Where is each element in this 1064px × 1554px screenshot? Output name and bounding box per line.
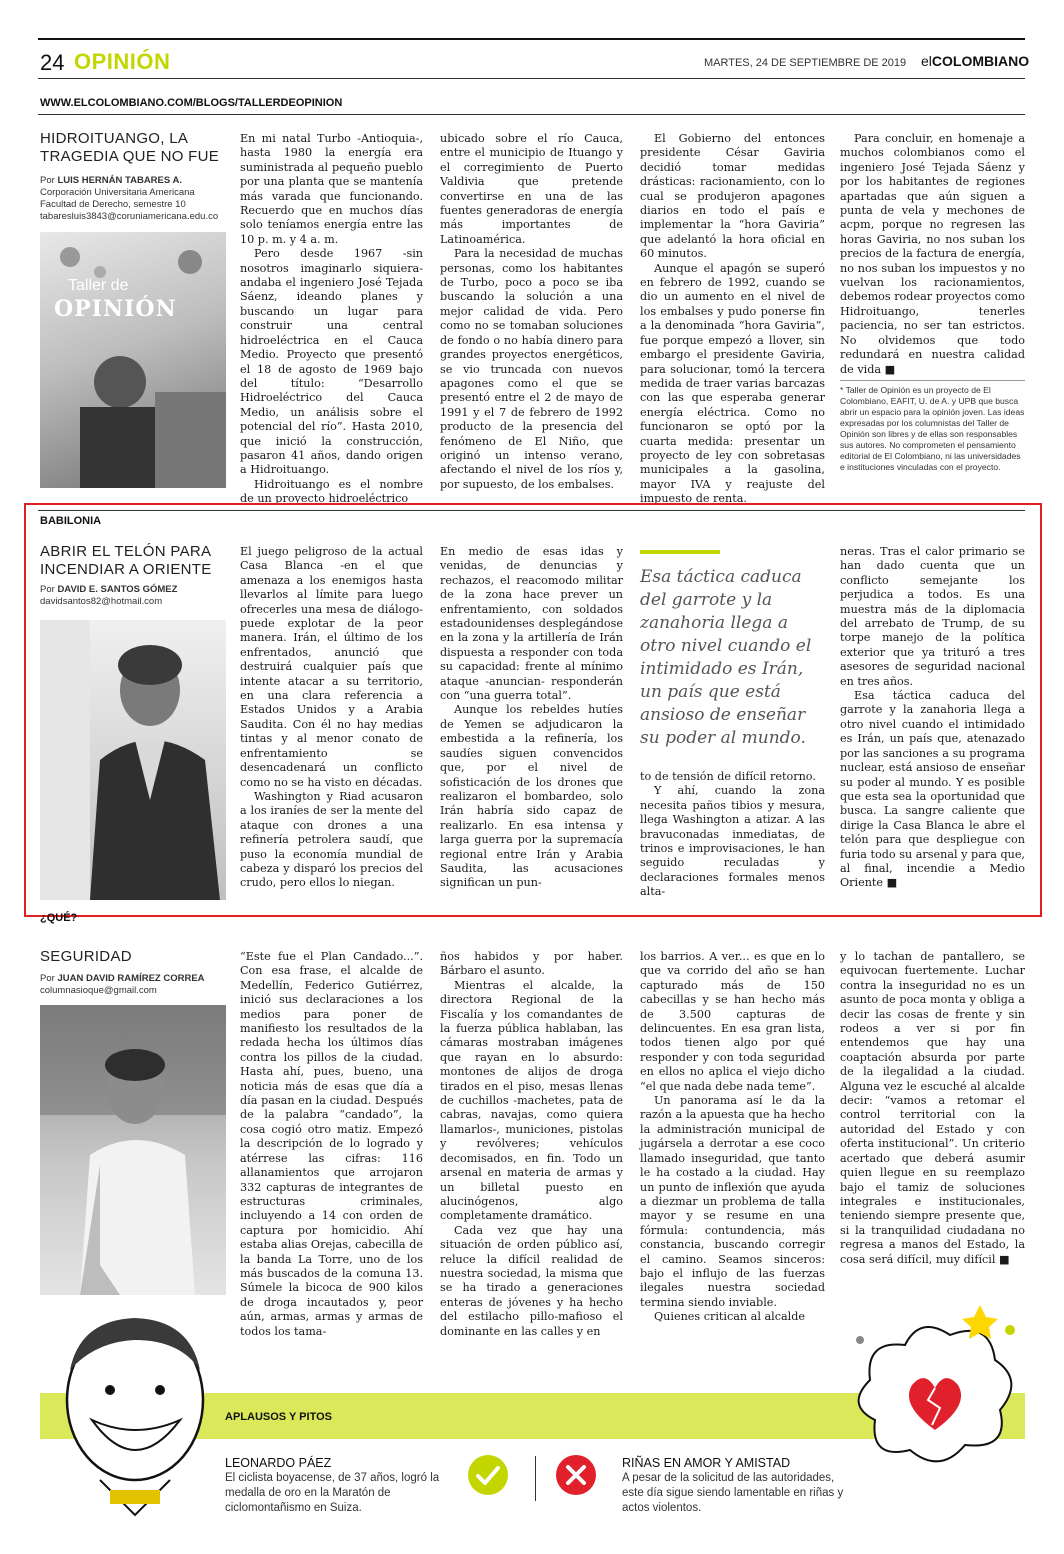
article1-column-3 bbox=[640, 132, 825, 506]
paragraph: Esa táctica caduca del garrote y la zanahoria llega a otro nivel cuando el intimidado es Irán, un país que, atenazado por las sanciones a su programa nuclear, está ansioso de enseñar su poder al mundo. Y es posible que esta sea la oportunidad que busca. La sangre caliente que dirige la Casa Blanca le abre el telón para que despliegue con furia todo su arsenal y para que, al final, incendie a Medio Oriente ■ bbox=[840, 689, 1025, 890]
paragraph: ños habidos y por haber. Bárbaro el asunto. bbox=[440, 950, 623, 978]
broken-heart-cloud-illustration bbox=[840, 1300, 1025, 1490]
section-name: OPINIÓN bbox=[74, 49, 171, 74]
paragraph: Cada vez que hay una situación de orden público así, reluce la difícil realidad de nuestra sociedad, la misma que se ha tirado a generaciones enteras de jóvenes y ha hecho del estilacho pillo-mafioso el dominante en las calles y en bbox=[440, 1223, 623, 1338]
cross-icon bbox=[556, 1455, 596, 1495]
aplausos-right-name: RIÑAS EN AMOR Y AMISTAD bbox=[622, 1456, 791, 1470]
pull-quote: Esa táctica caduca del garrote y la zanahoria llega a otro nivel cuando el intimidado es Irán, un país que está ansioso de enseñar su poder al mundo. bbox=[640, 567, 812, 748]
author-portrait bbox=[40, 1005, 226, 1295]
paragraph: to de tensión de difícil retorno. bbox=[640, 770, 816, 783]
paragraph: Washington y Riad acusaron a los iraníes de ser la mente del ataque con drones a una refinería petrolera saudí, que puso la economía mundial de cabeza y disparó los precios del crudo, pero ellos lo niegan. bbox=[240, 789, 423, 890]
blog-url[interactable]: WWW.ELCOLOMBIANO.COM/BLOGS/TALLERDEOPINION bbox=[40, 97, 343, 109]
taller-opinion-illustration bbox=[40, 232, 226, 488]
paragraph: y lo tachan de pantallero, se equivocan fuertemente. Luchar contra la inseguridad no es un asunto de poca monta y obliga a decir las cosas de frente y sin rodeos a ver si por fin entendemos que hay una coaptación absurda por parte de la ilegalidad a la ciudad. Alguna vez le escuché al alcalde decir: “vamos a retomar el control territorial con la autoridad del Estado y con oferta institucional”. Un criterio acertado que deberá asumir quien llegue en su reemplazo bajo el tamiz de soluciones integrales e institucionales, teniendo siempre presente que, si la tranquilidad ciudadana no regresa a manos del Estado, la cosa será difícil, muy difícil ■ bbox=[840, 950, 1025, 1266]
caricature-illustration bbox=[40, 1300, 220, 1525]
article3-column-2 bbox=[440, 950, 623, 1355]
paragraph: neras. Tras el calor primario se han dado cuenta que un conflicto semejante los perjudica a todos. Es una muestra más de la diplomacia del arrebato de Trump, de su torpe manejo de la política exterior que ya trituró a tres asesores de seguridad nacional en tres años. bbox=[840, 545, 1025, 688]
article3-author: JUAN DAVID RAMÍREZ CORREA bbox=[57, 973, 205, 984]
taller-logo-line2: OPINIÓN bbox=[54, 296, 177, 322]
divider bbox=[535, 1456, 536, 1501]
header-rule bbox=[38, 78, 1025, 79]
byline-prefix: Por bbox=[40, 175, 58, 186]
article3-column-3 bbox=[640, 950, 825, 1355]
taller-note: * Taller de Opinión es un proyecto de El Colombiano, EAFIT, U. de A. y UPB que busca abrir un espacio para la opinión joven. Las ideas expresadas por los columnistas del Taller de Opinión son libres y de ellas son responsables sus autores. No comprometen el pensamiento editorial de El Colombiano, ni las universidades e instituciones vinculadas con el proyecto. bbox=[840, 385, 1025, 472]
article1-column-1 bbox=[240, 132, 423, 506]
article3-headline: SEGURIDAD bbox=[40, 948, 132, 965]
article3-email: columnasioque@gmail.com bbox=[40, 985, 157, 996]
article1-email: tabaresluis3843@coruniamericana.edu.co bbox=[40, 211, 219, 222]
article2-author: DAVID E. SANTOS GÓMEZ bbox=[57, 584, 178, 595]
page-number: 24 bbox=[40, 50, 65, 75]
paragraph: Mientras el alcalde, la directora Regional de la Fiscalía y los comandantes de la fuerza pública hablaban, las cámaras mostraban imágenes que rayan en lo absurdo: montones de alijos de droga tirados en el piso, mesas llenas de cuchillos -machetes, pata de cabras, navajas, como quiera llamarlos-, municiones, pistolas y revólveres; vehículos decomisados, en fin. Todo un arsenal en materia de armas y un billetal puesto en alucinógenos, algo completamente dramático. bbox=[440, 978, 623, 1223]
article3-kicker: ¿QUÉ? bbox=[40, 912, 78, 924]
article1-column-4 bbox=[840, 132, 1025, 376]
taller-logo-line1: Taller de bbox=[68, 277, 129, 294]
paragraph: los barrios. A ver... es que en lo que va corrido del año se han capturado más de 150 cabecillas y se han hecho más de 3.500 capturas de delincuentes. En esa gran lista, todos tienen algo por qué responder y con toda seguridad en ellos no aplica el viejo dicho “el que nada debe nada teme”. bbox=[640, 950, 825, 1093]
masthead bbox=[921, 53, 1029, 69]
paragraph: Aunque los rebeldes hutíes de Yemen se adjudicaron la embestida a la refinería, los saudíes siguen convencidos que, por el nivel de sofisticación de los drones que realizaron el bombardeo, solo Irán habría sido capaz de realizarlo. En esa intensa y larga guerra por la supremacía regional entre Irán y Arabia Saudita, las acusaciones significan un pun- bbox=[440, 703, 623, 890]
aplausos-left-name: LEONARDO PÁEZ bbox=[225, 1456, 332, 1470]
masthead-name: COLOMBIANO bbox=[931, 53, 1030, 69]
note-rule bbox=[840, 380, 1025, 381]
author-photo bbox=[40, 1005, 226, 1295]
paragraph: Y ahí, cuando la zona necesita paños tibios y mesura, llega Washington a atizar. A las bravuconadas inmediatas, de trinos e improvisaciones, le han seguido reculadas y declaraciones formales menos alta- bbox=[640, 784, 825, 899]
paragraph: Aunque el apagón se superó en febrero de 1992, cuando se dio un aumento en el nivel de los embalses y pudo ponerse fin a la denominada “hora Gaviria”, fue porque empezó a llover, sin embargo el presidente Gaviria, para solucionar, tomó la tercera medida de traer varias barcazas con las que esperaba generar energía eléctrica. Como no funcionaron se optó por la cuarta medida: presentar un proyecto de ley con sobretasas municipales a la gasolina, mayor IVA y reajuste del impuesto de renta. bbox=[640, 261, 825, 506]
paragraph: Quienes critican al alcalde bbox=[654, 1310, 806, 1324]
paragraph: En medio de esas idas y venidas, de denuncias y rechazos, el reacomodo militar de la zona hace prever un enfrentamiento, con soldados estadounidenses desplegándose en la zona y la artillería de Irán dispuesta a responder con toda su capacidad: frente al mínimo ataque -anuncian- responderán con “una guerra total”. bbox=[440, 545, 623, 703]
article1-author: LUIS HERNÁN TABARES A. bbox=[57, 175, 182, 186]
paragraph: “Este fue el Plan Candado...”. Con esa frase, el alcalde de Medellín, Federico Gutiérrez, inició sus declaraciones a los medios para poner de manifiesto los resultados de la redada hecha los últimos días contra los pillos de la ciudad. Hasta ahí, pues, bueno, una noticia más de esas que día a día pasan en la ciudad. Después de la palabra “candado”, la cosa cogió otro matiz. Empezó la descripción de lo logrado y atérrese las cifras: 116 allanamientos que arrojaron 332 capturas de integrantes de estructuras criminales, incluyendo a 14 con orden de captura por homicidio. Ahí estaba alias Orejas, cabecilla de la banda La Torre, uno de los más buscados de la comuna 13. Súmele la bicoca de 900 kilos de droga incautados y, peor aún, armas, armas y armas de todos los tama- bbox=[240, 950, 423, 1338]
top-rule bbox=[38, 38, 1025, 40]
article3-byline bbox=[40, 973, 235, 997]
article1-affiliation2: Facultad de Derecho, semestre 10 bbox=[40, 199, 186, 210]
paragraph: Hidroituango es el nombre de un proyecto hidroeléctrico bbox=[240, 477, 423, 506]
article2-email: davidsantos82@hotmail.com bbox=[40, 596, 163, 607]
paragraph: Pero desde 1967 -sin nosotros imaginarlo siquiera- andaba el ingeniero José Tejada Sáenz, ideando planes y buscando un lugar para construir una central hidroeléctrica en el Cauca Medio. Proyecto que presentó el 18 de agosto de 1969 bajo del título: “Desarrollo Hidroeléctrico del Cauca Medio, un análisis sobre el potencial del río”. Hasta 2010, que inició la construcción, pasaron 41 años, dando origen a Hidroituango. bbox=[240, 247, 423, 477]
paragraph: En mi natal Turbo -Antioquia-, hasta 1980 la energía era suministrada al pequeño pueblo por una planta que se mantenía más varada que funcionando. Recuerdo que en muchos días solo teníamos energía entre las 10 p. m. y 4 a. m. bbox=[240, 132, 423, 246]
check-icon bbox=[468, 1455, 508, 1495]
paragraph: Para concluir, en homenaje a muchos colombianos como el ingeniero José Tejada Sáenz y por los habitantes de regiones apartadas que aún siguen a punta de vela y mechones de acpm, porque no regresen las horas Gaviria, no nos suban los precios de la factura de energía, no nos suban los impuestos y no vuelvan los racionamientos, debemos rodear proyectos como Hidroituango, tenerles paciencia, no ser tan estrictos. No olvidemos que todo redundará en nuestra calidad de vida ■ bbox=[840, 132, 1025, 376]
masthead-prefix: el bbox=[921, 53, 932, 69]
paragraph: Para la necesidad de muchas personas, como los habitantes de Turbo, poco a poco se iba buscando la solución a una mejor calidad de vida. Pero como no se tomaban soluciones de fondo o no había dinero para grandes proyectos energéticos, se vio truncada con nuevos apagones como el que se presentó entre el 2 de mayo de 1991 y el 7 de febrero de 1992 producto de la presencia del fenómeno de El Niño, que originó un intenso verano, afectando el nivel de los ríos y, por supuesto, de los embalses. bbox=[440, 247, 623, 491]
article1-headline: HIDROITUANGO, LA TRAGEDIA QUE NO FUE bbox=[40, 130, 220, 165]
aplausos-right-desc: A pesar de la solicitud de las autoridades, este día sigue siendo lamentable en riñas y actos violentos. bbox=[622, 1472, 844, 1514]
article3-column-4 bbox=[840, 950, 1025, 1290]
article1-byline bbox=[40, 175, 235, 223]
article2-kicker: BABILONIA bbox=[40, 515, 102, 527]
url-rule bbox=[38, 114, 1025, 115]
highlight-box bbox=[24, 503, 1042, 917]
article1-affiliation1: Corporación Universitaria Americana bbox=[40, 187, 195, 198]
paragraph: El Gobierno del entonces presidente César Gaviria decidió tomar medidas drásticas: racionamiento, con lo cual se produjeron apagones diarios en todo el país e implementar la “hora Gaviria” que adelantó la hora oficial en 60 minutos. bbox=[640, 132, 825, 261]
article3-column-1 bbox=[240, 950, 423, 1355]
dateline: MARTES, 24 DE SEPTIEMBRE DE 2019 bbox=[704, 57, 907, 69]
taller-opinion-logo bbox=[40, 232, 226, 488]
aplausos-title: APLAUSOS Y PITOS bbox=[225, 1411, 332, 1423]
paragraph: El juego peligroso de la actual Casa Blanca -en el que amenaza a los enemigos hasta llevarlos al límite para luego ofrecerles una mesa de diálogo- puede explotar de la peor manera. Irán, el último de los enfrentados, anunció que destruirá cualquier país que intente atacar a su territorio, en una clara referencia a Estados Unidos y a Arabia Saudita. Con él no hay medias tintas y al menor conato de enfrentamiento se desencadenará un conflicto como no se ha visto en décadas. bbox=[240, 545, 423, 789]
byline-prefix: Por bbox=[40, 973, 58, 984]
cross-icon bbox=[556, 1455, 596, 1495]
paragraph: Un panorama así le da la razón a la apuesta que ha hecho la administración municipal de jugársela a derrotar a ese coco llamado inseguridad, que tanto le ha costado a la ciudad. Hay un punto de inflexión que ayuda a diezmar un problema de talla mayor y se resume en una fórmula: contundencia, más constancia, buscando corregir el camino. Seamos sinceros: bajo el influjo de las fuerzas ilegales nuestra sociedad termina siendo inviable. bbox=[640, 1094, 825, 1309]
byline-prefix: Por bbox=[40, 584, 58, 595]
article1-column-2 bbox=[440, 132, 623, 490]
check-icon bbox=[468, 1455, 508, 1495]
article2-headline: ABRIR EL TELÓN PARA INCENDIAR A ORIENTE bbox=[40, 543, 212, 578]
aplausos-left-desc: El ciclista boyacense, de 37 años, logró la medalla de oro en la Maratón de ciclomontañismo en Suiza. bbox=[225, 1472, 440, 1514]
paragraph: ubicado sobre el río Cauca, entre el municipio de Ituango y el corregimiento de Puerto Valdivia que pretende convertirse en una de las fuentes generadoras de energía más importantes de Latinoamérica. bbox=[440, 132, 623, 246]
